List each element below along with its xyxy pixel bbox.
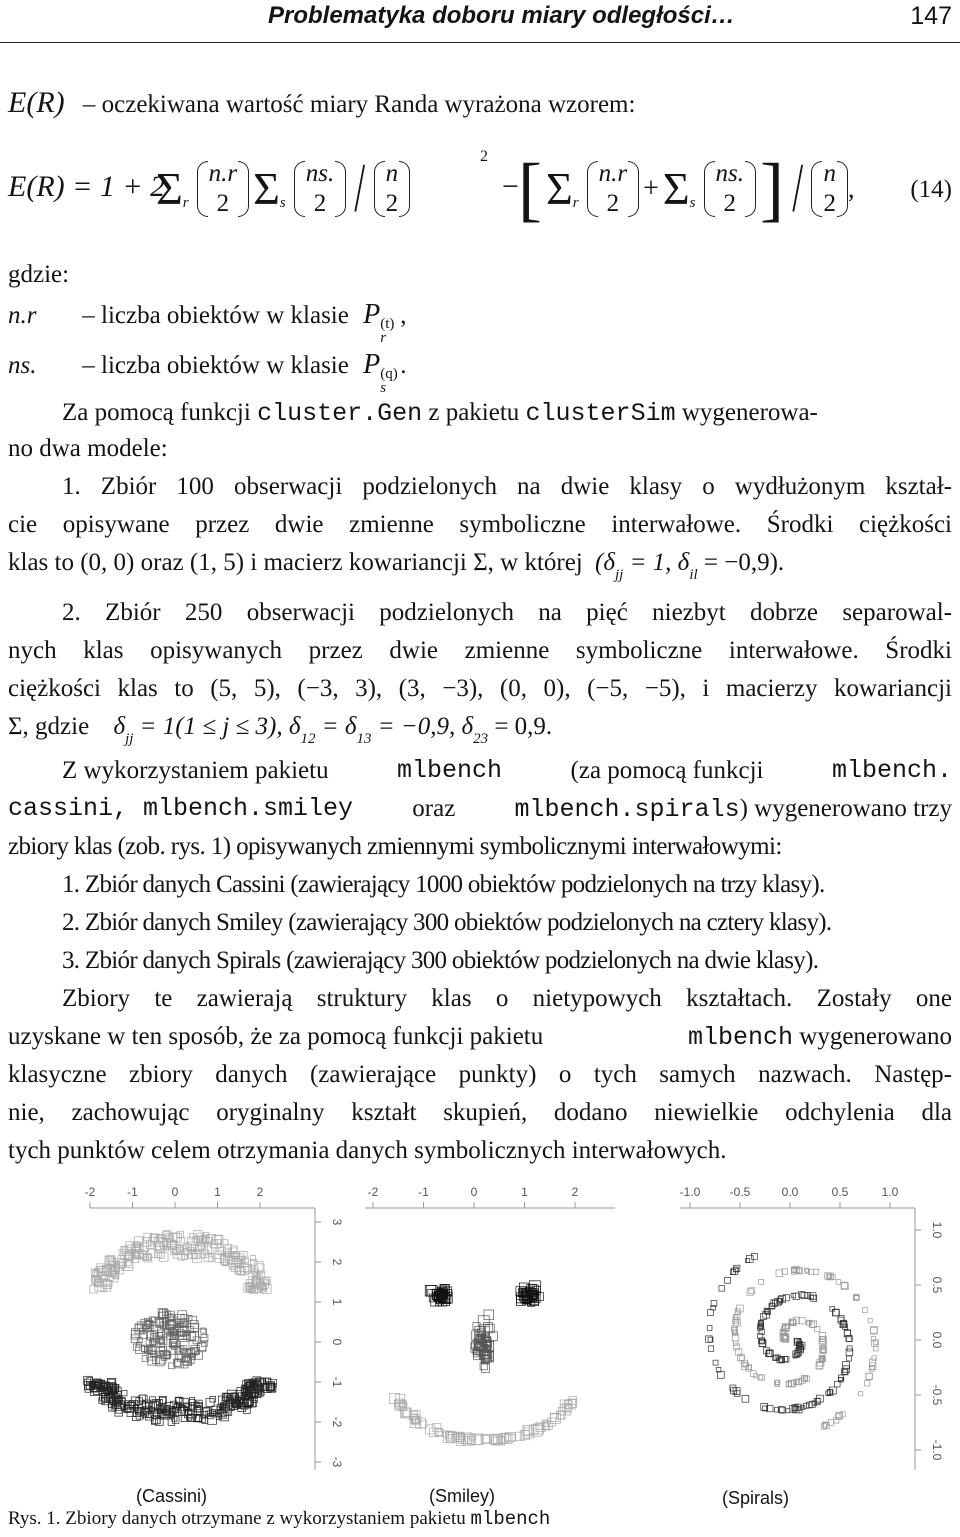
- para1-line1: Za pomocą funkcji cluster.Gen z pakietu clusterSim wygenerowa-: [62, 399, 818, 428]
- x-tick-label: -1: [127, 1185, 138, 1199]
- x-tick-label: 2: [571, 1185, 579, 1199]
- interval-rectangle: [866, 1373, 872, 1379]
- item2-line1: 2. Zbiór 250 obserwacji podzielonych na pięć niezbyt dobrze separowal-: [62, 599, 952, 626]
- running-header-title: Problematyka doboru miary odległości…: [268, 2, 735, 29]
- er-definition: [8, 86, 952, 122]
- code-clustersim: clusterSim: [525, 399, 676, 428]
- interval-rectangle: [815, 1326, 820, 1331]
- formula-second-part: [ Σr n.r 2 + Σs ns. 2 ] / n 2 ,: [518, 149, 855, 229]
- interval-rectangle: [707, 1326, 712, 1331]
- code-cluster-gen: cluster.Gen: [257, 399, 423, 428]
- para3-line1: Zbiory te zawierają struktury klas o nietypowych kształtach. Zostały one: [62, 985, 952, 1012]
- interval-rectangle: [759, 1375, 765, 1381]
- y-tick-label: -2: [330, 1416, 344, 1428]
- interval-rectangle: [504, 1435, 510, 1441]
- y-tick-label: -1.0: [930, 1439, 944, 1461]
- interval-rectangle: [177, 1231, 184, 1238]
- interval-rectangle: [142, 1355, 148, 1361]
- interval-rectangle: [210, 1396, 216, 1402]
- interval-rectangle: [717, 1371, 724, 1378]
- x-tick-label: 2: [256, 1185, 264, 1199]
- x-tick-label: 0: [470, 1185, 478, 1199]
- binom-n: n 2: [374, 159, 411, 219]
- y-tick-label: 1.0: [930, 1221, 944, 1239]
- dataset-spirals: 3. Zbiór danych Spirals (zawierający 300 obiektów podzielonych na dwie klasy).: [62, 947, 819, 974]
- smiley-label: (Smiley): [429, 1486, 495, 1506]
- page-number: 147: [910, 2, 952, 30]
- interval-rectangle: [799, 1318, 805, 1324]
- er-description: – oczekiwana wartość miary Randa wyrażona wzorem:: [82, 91, 636, 118]
- item2-line3: ciężkości klas to (5, 5), (−3, 3), (3, −3), (0, 0), (−5, −5), i macierzy kowariancji: [8, 675, 952, 702]
- interval-rectangle: [734, 1320, 740, 1326]
- x-tick-label: -2: [367, 1185, 379, 1199]
- interval-rectangle: [215, 1254, 223, 1262]
- interval-rectangle: [734, 1341, 738, 1345]
- interval-rectangle: [847, 1346, 852, 1351]
- x-tick-label: 0.5: [831, 1185, 849, 1199]
- interval-rectangle: [733, 1315, 737, 1319]
- x-tick-label: -1.0: [679, 1185, 701, 1199]
- interval-rectangle: [481, 1364, 489, 1372]
- para2-line1: Z wykorzystaniem pakietu mlbench (za pomocą funkcji mlbench.: [62, 756, 952, 785]
- interval-rectangle: [836, 1280, 841, 1285]
- para3-line4: nie, zachowując oryginalny kształt skupień, dodano niewielkie odchylenia dla: [8, 1099, 952, 1126]
- interval-rectangle: [178, 1311, 187, 1320]
- formula-first-part: Σr n.r 2 Σs ns. 2 / n 2: [156, 154, 410, 224]
- interval-rectangle: [209, 1257, 214, 1262]
- para3-line2: uzyskane w ten sposób, że za pomocą funkcji pakietu mlbench wygenerowano: [8, 1023, 952, 1052]
- item2-line2: nych klas opisywanych przez dwie zmienne symboliczne interwałowe. Środki: [8, 637, 952, 664]
- dataset-cassini: 1. Zbiór danych Cassini (zawierający 1000 obiektów podzielonych na trzy klasy).: [62, 871, 825, 898]
- interval-rectangle: [119, 1250, 125, 1256]
- interval-rectangle: [707, 1310, 713, 1316]
- er-symbol: E(R): [8, 86, 65, 119]
- y-tick-label: -0.5: [930, 1384, 944, 1406]
- interval-rectangle: [814, 1269, 819, 1274]
- interval-rectangle: [759, 1279, 764, 1284]
- interval-rectangle: [210, 1410, 216, 1416]
- y-tick-label: 2: [330, 1258, 344, 1266]
- spirals-plot: [660, 1180, 960, 1480]
- binom-ns: ns. 2: [294, 159, 346, 219]
- x-tick-label: 0.0: [781, 1185, 799, 1199]
- interval-rectangle: [747, 1289, 753, 1295]
- interval-rectangle: [484, 1310, 494, 1320]
- para3-line5: tych punktów celem otrzymania danych symbolicznych interwałowych.: [8, 1137, 727, 1164]
- formula-14: E(R) = 1 + 2 Σr n.r 2 Σs ns. 2 / n 2 2 − [ Σr n.r 2 + Σs ns. 2 ] / n 2 , (14): [8, 148, 952, 229]
- interval-rectangle: [191, 1323, 199, 1331]
- interval-rectangle: [733, 1344, 739, 1350]
- interval-rectangle: [847, 1356, 852, 1361]
- interval-rectangle: [146, 1254, 151, 1259]
- item1-line2: cie opisywane przez dwie zmienne symboliczne interwałowe. Środki ciężkości: [8, 511, 952, 538]
- interval-rectangle: [758, 1333, 763, 1338]
- y-tick-label: 1: [330, 1298, 344, 1306]
- formula-lhs: E(R) = 1 + 2: [8, 170, 166, 203]
- x-tick-label: -2: [84, 1185, 96, 1199]
- x-tick-label: 1: [214, 1185, 221, 1199]
- interval-rectangle: [864, 1381, 869, 1386]
- interval-rectangle: [148, 1357, 156, 1365]
- binom-nr: n.r 2: [197, 159, 249, 219]
- equation-number: (14): [910, 176, 952, 203]
- interval-rectangle: [742, 1395, 749, 1402]
- figure-smiley: [345, 1180, 635, 1510]
- figure-caption: Rys. 1. Zbiory danych otrzymane z wykorzystaniem pakietu mlbench: [8, 1508, 551, 1530]
- spirals-label: (Spirals): [722, 1488, 790, 1508]
- interval-rectangle: [396, 1394, 405, 1403]
- interval-rectangle: [208, 1413, 213, 1418]
- interval-rectangle: [713, 1360, 718, 1365]
- x-tick-label: -1: [418, 1185, 429, 1199]
- interval-rectangle: [767, 1350, 773, 1356]
- interval-rectangle: [874, 1346, 878, 1350]
- interval-rectangle: [122, 1391, 127, 1396]
- y-tick-label: 0.5: [930, 1276, 944, 1294]
- y-tick-label: 0.0: [930, 1331, 944, 1349]
- interval-rectangle: [786, 1409, 790, 1413]
- interval-rectangle: [188, 1333, 195, 1340]
- y-tick-label: -3: [330, 1456, 344, 1468]
- para3-line3: klasyczne zbiory danych (zawierające punkty) o tych samych nazwach. Następ-: [8, 1061, 952, 1088]
- x-tick-label: 1.0: [881, 1185, 899, 1199]
- interval-rectangle: [725, 1277, 731, 1283]
- interval-rectangle: [862, 1308, 867, 1313]
- cassini-plot: [50, 1180, 344, 1480]
- x-tick-label: 0: [171, 1185, 179, 1199]
- dataset-smiley: 2. Zbiór danych Smiley (zawierający 300 obiektów podzielonych na cztery klasy).: [62, 909, 832, 936]
- y-tick-label: -1: [330, 1376, 344, 1388]
- interval-rectangle: [754, 1374, 758, 1378]
- figure-spirals: [660, 1180, 960, 1510]
- def-ns: ns. – liczba obiektów w klasie P (q) s .: [8, 349, 407, 396]
- header-rule: [0, 42, 960, 43]
- cassini-label: (Cassini): [136, 1486, 208, 1506]
- x-tick-label: 1: [521, 1185, 528, 1199]
- interval-rectangle: [735, 1309, 740, 1314]
- gdzie-label: gdzie:: [8, 261, 70, 288]
- def-nr: n.r – liczba obiektów w klasie P (t) r ,: [8, 299, 407, 346]
- item2-line4: Σ, gdzie $\delta_{jj} = 1(1 \le j \le 3)$, $\delta_{12} = \delta_{13} = -0,9$, $\delta_{23} = 0,9$.: [8, 713, 553, 747]
- interval-rectangle: [719, 1286, 724, 1291]
- interval-rectangle: [776, 1270, 783, 1277]
- interval-rectangle: [866, 1373, 872, 1379]
- formula-square: 2: [480, 148, 488, 165]
- x-tick-label: -0.5: [729, 1185, 751, 1199]
- interval-rectangle: [804, 1376, 810, 1382]
- para1-line2: no dwa modele:: [8, 435, 168, 462]
- interval-rectangle: [869, 1363, 875, 1369]
- interval-rectangle: [104, 1285, 110, 1291]
- item1-line3: klas to (0, 0) oraz (1, 5) i macierz kowariancji Σ, w której ($\delta_{jj} = 1$, $\delta_{il} = -0,9$).: [8, 549, 785, 583]
- interval-rectangle: [868, 1319, 872, 1323]
- interval-rectangle: [751, 1253, 757, 1259]
- item1-line1: 1. Zbiór 100 obserwacji podzielonych na dwie klasy o wydłużonym kształ-: [62, 473, 952, 500]
- smiley-plot: [345, 1180, 635, 1480]
- interval-rectangle: [833, 1310, 839, 1316]
- interval-rectangle: [859, 1392, 863, 1396]
- para2-line3: zbiory klas (zob. rys. 1) opisywanych zmiennymi symbolicznymi interwałowymi:: [8, 833, 782, 860]
- interval-rectangle: [843, 1362, 850, 1369]
- interval-rectangle: [826, 1391, 831, 1396]
- y-tick-label: 0: [330, 1338, 344, 1346]
- figure-cassini: [50, 1180, 344, 1510]
- interval-rectangle: [838, 1377, 842, 1381]
- interval-rectangle: [708, 1346, 713, 1351]
- y-tick-label: 3: [330, 1218, 344, 1226]
- para2-line2: cassini, mlbench.smiley oraz mlbench.spirals) wygenerowano trzy: [8, 794, 952, 824]
